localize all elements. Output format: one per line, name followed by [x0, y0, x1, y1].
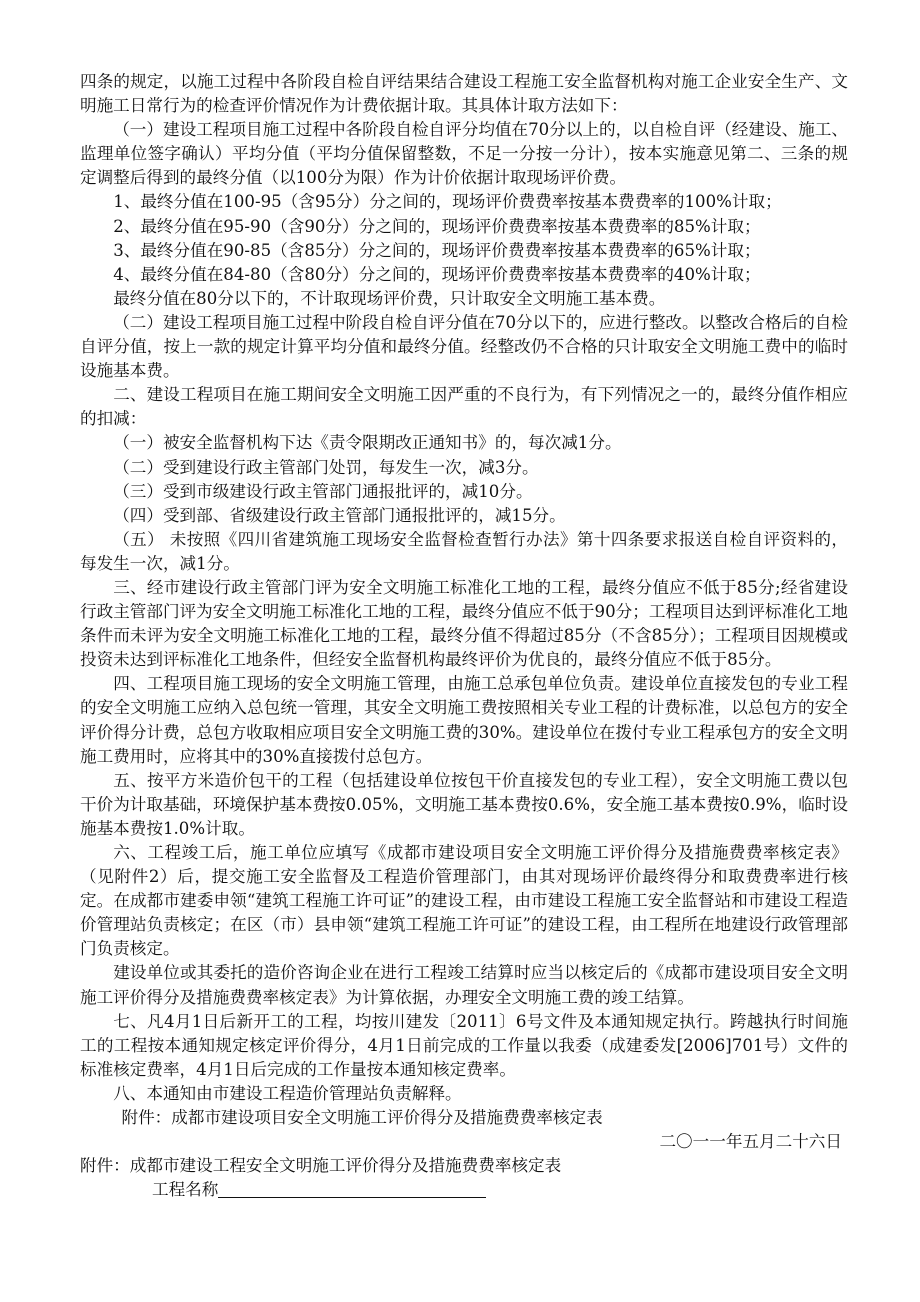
paragraph: 五、按平方米造价包干的工程（包括建设单位按包干价直接发包的专业工程），安全文明施工费以包干价为计取基础，环境保护基本费按0.05%，文明施工基本费按0.6%，安全施工基本费按0.9%，临时设施基本费按1.0%计取。 — [80, 770, 848, 838]
list-item: （五） 未按照《四川省建筑施工现场安全监督检查暂行办法》第十四条要求报送自检自评资料的，每发生一次，减1分。 — [80, 529, 848, 573]
document-body — [80, 70, 848, 1202]
paragraph: 最终分值在80分以下的，不计取现场评价费，只计取安全文明施工基本费。 — [113, 288, 666, 308]
list-item: 1、最终分值在100-95（含95分）分之间的，现场评价费费率按基本费费率的100%计取； — [113, 192, 782, 212]
paragraph: 四条的规定，以施工过程中各阶段自检自评结果结合建设工程施工安全监督机构对施工企业安全生产、文明施工日常行为的检查评价情况作为计费依据计取。其具体计取方法如下： — [80, 72, 848, 116]
list-item: （三）受到市级建设行政主管部门通报批评的，减10分。 — [113, 481, 533, 501]
paragraph: （二）建设工程项目施工过程中阶段自检自评分值在70分以下的，应进行整改。以整改合格后的自检自评分值，按上一款的规定计算平均分值和最终分值。经整改仍不合格的只计取安全文明施工费中的临时设施基本费。 — [80, 312, 848, 381]
paragraph: 七、凡4月1日后新开工的工程，均按川建发〔2011〕6号文件及本通知规定执行。跨越执行时间施工的工程按本通知规定核定评价得分，4月1日前完成的工作量以我委（成建委发[2006]701号）文件的标准核定费率，4月1日后完成的工作量按本通知核定费率。 — [80, 1011, 848, 1079]
paragraph: （一）建设工程项目施工过程中各阶段自检自评分均值在70分以上的，以自检自评（经建设、施工、监理单位签字确认）平均分值（平均分值保留整数，不足一分按一分计），按本实施意见第二、三条的规定调整后得到的最终分值（以100分为限）作为计价依据计取现场评价费。 — [80, 120, 848, 188]
attachment-note: 附件：成都市建设项目安全文明施工评价得分及措施费费率核定表 — [121, 1108, 603, 1128]
project-name-blank — [218, 1179, 486, 1198]
list-item: （二）受到建设行政主管部门处罚，每发生一次，减3分。 — [113, 457, 539, 477]
list-item: 3、最终分值在90-85（含85分）分之间的，现场评价费费率按基本费费率的65%计取； — [113, 240, 761, 260]
list-item: 2、最终分值在95-90（含90分）分之间的，现场评价费费率按基本费费率的85%计取； — [113, 216, 761, 236]
list-item: （四）受到部、省级建设行政主管部门通报批评的，减15分。 — [113, 505, 566, 525]
paragraph: 四、工程项目施工现场的安全文明施工管理，由施工总承包单位负责。建设单位直接发包的专业工程的安全文明施工应纳入总包统一管理，其安全文明施工费按照相关专业工程的计费标准，以总包方的安全评价得分计费，总包方收取相应项目安全文明施工费的30%。建设单位在拨付专业工程承包方的安全文明施工费用时，应将其中的30%直接拨付总包方。 — [80, 674, 848, 766]
paragraph: 八、本通知由市建设工程造价管理站负责解释。 — [113, 1083, 462, 1103]
list-item: （一）被安全监督机构下达《责令限期改正通知书》的，每次减1分。 — [113, 433, 622, 453]
list-item: 4、最终分值在84-80（含80分）分之间的，现场评价费费率按基本费费率的40%计取； — [113, 264, 761, 284]
paragraph: 二、建设工程项目在施工期间安全文明施工因严重的不良行为，有下列情况之一的，最终分值作相应的扣减： — [80, 385, 848, 429]
project-name-row — [80, 1178, 848, 1202]
paragraph: 六、工程竣工后，施工单位应填写《成都市建设项目安全文明施工评价得分及措施费费率核定表》（见附件2）后，提交施工安全监督及工程造价管理部门，由其对现场评价最终得分和取费费率进行核定。在成都市建委申领“建筑工程施工许可证”的建设工程，由市建设工程施工安全监督站和市建设工程造价管理站负责核定；在区（市）县申领“建筑工程施工许可证”的建设工程，由工程所在地建设行政管理部门负责核定。 — [80, 843, 848, 959]
paragraph: 建设单位或其委托的造价咨询企业在进行工程竣工结算时应当以核定后的《成都市建设项目安全文明施工评价得分及措施费费率核定表》为计算依据，办理安全文明施工费的竣工结算。 — [80, 963, 848, 1007]
paragraph: 三、经市建设行政主管部门评为安全文明施工标准化工地的工程，最终分值应不低于85分;经省建设行政主管部门评为安全文明施工标准化工地的工程，最终分值应不低于90分；工程项目达到评标准化工地条件而未评为安全文明施工标准化工地的工程，最终分值不得超过85分（不含85分）；工程项目因规模或投资未达到评标准化工地条件，但经安全监督机构最终评价为优良的，最终分值应不低于85分。 — [80, 577, 848, 670]
project-name-label: 工程名称 — [152, 1180, 219, 1200]
attachment-title: 附件：成都市建设工程安全文明施工评价得分及措施费费率核定表 — [80, 1156, 562, 1176]
document-date: 二〇一一年五月二十六日 — [659, 1132, 842, 1152]
